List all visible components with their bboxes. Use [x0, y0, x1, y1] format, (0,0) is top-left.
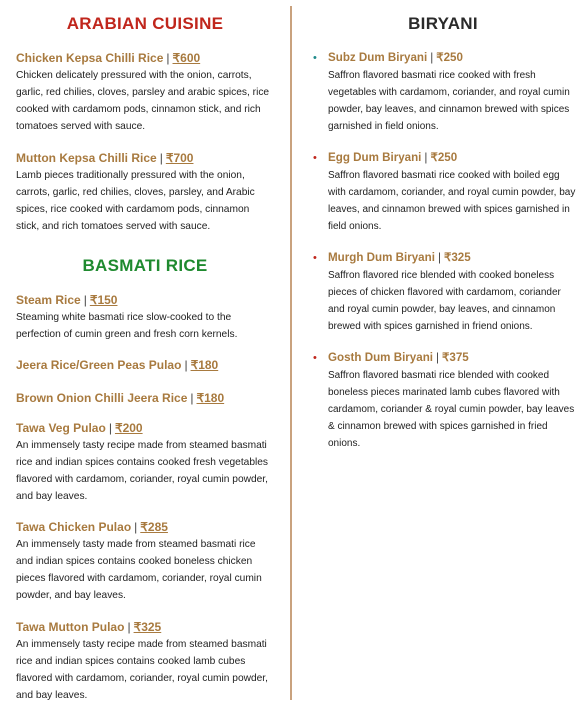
item-description: Saffron flavored basmati rice cooked with boiled egg with cardamom, coriander, and royal cumin powder, bay leaves, and cinnamon brewed with spices garnished in field onions. [328, 170, 576, 232]
item-name: Tawa Veg Pulao [16, 421, 106, 435]
item-description: An immensely tasty made from steamed basmati rice and indian spices contains cooked boneless chicken pieces flavored with cardamom, coriander, royal cumin powder, and bay leaves. [16, 539, 262, 601]
item-price: ₹375 [442, 351, 469, 364]
menu-item-tawa-mutton-pulao [16, 619, 274, 704]
bullet-icon: • [313, 352, 317, 364]
menu-item-gosth-dum-biryani [313, 350, 578, 452]
item-name: Egg Dum Biryani [328, 151, 422, 164]
separator: | [184, 358, 188, 372]
section-heading-arabian: ARABIAN CUISINE [66, 14, 224, 33]
item-price: ₹250 [436, 51, 463, 64]
separator: | [159, 151, 163, 165]
item-description: An immensely tasty recipe made from steamed basmati rice and indian spices contains cooked lamb cubes flavored with cardamom, coriander, royal cumin powder, and bay leaves. [16, 639, 268, 701]
item-title [328, 350, 578, 366]
menu-item-steam-rice [16, 292, 274, 343]
separator: | [436, 351, 440, 364]
item-description: Saffron flavored basmati rice blended with cooked boneless pieces marinated lamb cubes flavored with cardamom, coriander & royal cumin powder, bay leaves & cinnamon brewed with spices garnished in fried onions. [328, 370, 575, 449]
separator: | [134, 520, 138, 534]
separator: | [166, 51, 170, 65]
item-price: ₹600 [172, 51, 201, 65]
menu-item-brown-onion-jeera-rice [16, 390, 274, 406]
item-price: ₹200 [114, 421, 143, 435]
item-price: ₹325 [133, 620, 162, 634]
menu-item-subz-dum-biryani [313, 50, 578, 135]
item-title [16, 292, 274, 308]
item-name: Chicken Kepsa Chilli Rice [16, 51, 164, 65]
menu-item-chicken-kepsa [16, 50, 274, 135]
menu-item-murgh-dum-biryani [313, 250, 578, 335]
item-title [16, 519, 274, 535]
menu-item-tawa-chicken-pulao [16, 519, 274, 604]
separator: | [127, 620, 131, 634]
item-price: ₹285 [140, 520, 168, 534]
separator: | [190, 391, 194, 405]
item-description: Chicken delicately pressured with the onion, carrots, garlic, red chilies, cloves, parsley and arabic spices, rice cooked with cardamom pods, cinnamon stick, and rich tomatoes served with sauce. [16, 70, 270, 132]
separator: | [424, 151, 428, 164]
item-name: Brown Onion Chilli Jeera Rice [16, 391, 188, 405]
item-name: Murgh Dum Biryani [328, 251, 435, 264]
menu-item-jeera-rice [16, 357, 274, 373]
section-heading-basmati: BASMATI RICE [82, 256, 208, 275]
item-title [16, 619, 274, 635]
separator: | [83, 293, 87, 307]
bullet-icon: • [313, 52, 317, 64]
item-price: ₹180 [196, 391, 225, 405]
item-title [16, 357, 274, 373]
menu-item-tawa-veg-pulao [16, 420, 274, 505]
item-name: Tawa Chicken Pulao [16, 520, 132, 534]
item-name: Mutton Kepsa Chilli Rice [16, 151, 157, 165]
item-title [16, 50, 274, 66]
item-name: Subz Dum Biryani [328, 51, 428, 64]
item-title [16, 390, 274, 406]
item-title [16, 150, 274, 166]
menu-item-egg-dum-biryani [313, 150, 578, 235]
bullet-icon: • [313, 152, 317, 164]
item-name: Gosth Dum Biryani [328, 351, 434, 364]
item-description: Steaming white basmati rice slow-cooked to the perfection of cumin green and fresh corn kernels. [16, 312, 238, 340]
item-title [328, 250, 578, 266]
separator: | [437, 251, 441, 264]
item-price: ₹180 [190, 358, 219, 372]
item-title [328, 50, 578, 66]
section-heading-biryani: BIRYANI [408, 14, 478, 33]
item-description: Lamb pieces traditionally pressured with the onion, carrots, garlic, red chilies, cloves, parsley, and Arabic spices, rice cooked with cardamom pods, cinnamon stick, and rich tomatoes served with sauce. [16, 170, 255, 232]
item-name: Tawa Mutton Pulao [16, 620, 125, 634]
item-price: ₹325 [443, 251, 471, 264]
item-price: ₹700 [165, 151, 194, 165]
separator: | [430, 51, 434, 64]
item-title [328, 150, 578, 166]
bullet-icon: • [313, 252, 317, 264]
separator: | [108, 421, 112, 435]
item-price: ₹150 [89, 293, 118, 307]
item-price: ₹250 [430, 151, 458, 164]
item-description: An immensely tasty recipe made from steamed basmati rice and indian spices contains cooked fresh vegetables flavored with cardamom, coriander, royal cumin powder, and bay leaves. [16, 440, 269, 502]
item-description: Saffron flavored rice blended with cooked boneless pieces of chicken flavored with cardamom, coriander and royal cumin powder, bay leaves, and cinnamon brewed with spices garnished in friend onions. [328, 270, 561, 332]
item-description: Saffron flavored basmati rice cooked with fresh vegetables with cardamom, coriander, and royal cumin powder, bay leaves, and cinnamon brewed with spices garnished in field onions. [328, 70, 570, 132]
item-name: Steam Rice [16, 293, 81, 307]
column-divider [290, 6, 292, 700]
item-name: Jeera Rice/Green Peas Pulao [16, 358, 182, 372]
item-title [16, 420, 274, 436]
menu-item-mutton-kepsa [16, 150, 274, 235]
